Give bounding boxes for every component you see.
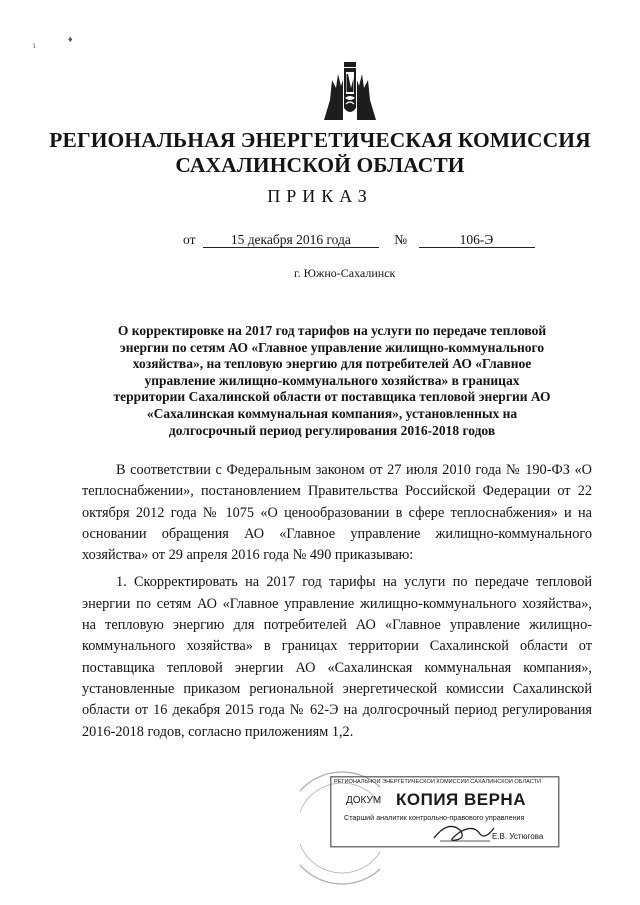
organization-name-line2: САХАЛИНСКОЙ ОБЛАСТИ bbox=[175, 153, 465, 177]
stamp-signer-name: Е.В. Устюгова bbox=[492, 832, 544, 841]
stamp-signer-position: Старший аналитик контрольно-правового управления bbox=[344, 813, 525, 822]
certified-copy-stamp bbox=[330, 776, 560, 848]
city-name: г. Южно-Сахалинск bbox=[294, 266, 396, 280]
stamp-certified-copy-title: КОПИЯ ВЕРНА bbox=[396, 790, 526, 809]
stamp-organization: РЕГИОНАЛЬНОЙ ЭНЕРГЕТИЧЕСКОЙ КОМИССИИ САХАЛИНСКОЙ ОБЛАСТИ bbox=[334, 779, 542, 785]
scan-mark-right: ♦ bbox=[68, 34, 73, 44]
item-1-paragraph: 1. Скорректировать на 2017 год тарифы на услуги по передаче тепловой энергии по сетям АО «Главное управление жилищно-коммунального хозяйства», на тепловую энергию для потребителей АО «Главное управление жилищно-коммунального хозяйства» в границах территории Сахалинской области от поставщика тепловой энергии АО «Сахалинская коммунальная компания», установленные приказом региональной энергетической комиссии Сахалинской области от 16 декабря 2015 года № 62-Э на долгосрочный период регулирования 2016-2018 годов, согласно приложениям 1,2. bbox=[82, 574, 592, 740]
order-number-label: № bbox=[394, 232, 408, 247]
order-body bbox=[82, 460, 592, 743]
organization-name-line1: РЕГИОНАЛЬНАЯ ЭНЕРГЕТИЧЕСКАЯ КОМИССИЯ bbox=[49, 128, 591, 152]
scan-mark-left: ι bbox=[33, 40, 36, 50]
document-type-title: ПРИКАЗ bbox=[267, 186, 373, 206]
date-from-label: от bbox=[183, 232, 196, 247]
handwritten-signature bbox=[430, 818, 500, 844]
date-number-line bbox=[183, 232, 535, 248]
preamble-paragraph: В соответствии с Федеральным законом от 27 июля 2010 года № 190-ФЗ «О теплоснабжении», постановлением Правительства Российской Федерации от 22 октября 2012 года № 1075 «О ценообразовании в сфере теплоснабжения» и на основании обращения АО «Главное управление жилищно-коммунального хозяйства» от 29 апреля 2016 года № 490 приказываю: bbox=[82, 462, 592, 564]
sakhalin-coat-of-arms-emblem bbox=[321, 58, 379, 122]
order-number: 106-Э bbox=[419, 232, 535, 248]
stamp-document-prefix: ДОКУМ bbox=[346, 795, 382, 806]
order-date: 15 декабря 2016 года bbox=[203, 232, 379, 248]
organization-name bbox=[0, 128, 640, 178]
order-subject: О корректировке на 2017 год тарифов на услуги по передаче тепловой энергии по сетям АО «Главное управление жилищно-коммунального хозяйства», на тепловую энергию для потребителей АО «Главное управление жилищно-коммунального хозяйства» в границах территории Сахалинской области от поставщика тепловой энергии АО «Сахалинская коммунальная компания», установленных на долгосрочный период регулирования 2016-2018 годов bbox=[113, 323, 551, 438]
